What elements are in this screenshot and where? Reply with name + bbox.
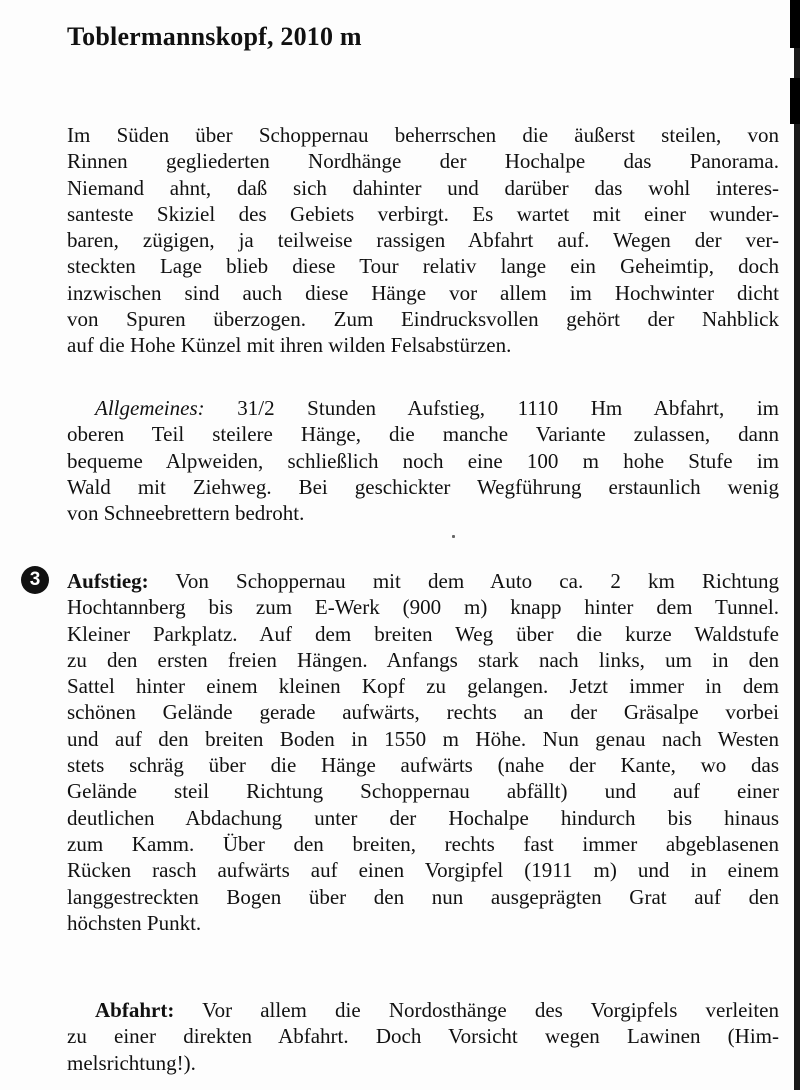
abfahrt-first-line [67,997,779,1023]
page-edge-mark-middle [790,78,800,124]
aufstieg-paragraph [67,568,779,936]
aufstieg-line: zu den ersten freien Hängen. Anfangs stark nach links, um in den [67,647,779,672]
abfahrt-label: Abfahrt: [95,998,175,1022]
aufstieg-line: langgestreckten Bogen über den nun ausgeprägten Grat auf den [67,884,779,909]
aufstieg-first-line [67,568,779,594]
allgemeines-paragraph [67,395,779,526]
intro-line: von Spuren überzogen. Zum Eindrucksvollen gehört der Nahblick [67,307,779,332]
allgemeines-label: Allgemeines: [95,396,205,420]
intro-line: Im Süden über Schoppernau beherrschen die äußerst steilen, von [67,123,779,147]
route-number-badge: 3 [21,566,49,594]
aufstieg-line: Hochtannberg bis zum E-Werk (900 m) knapp hinter dem Tunnel. [67,595,779,620]
intro-paragraph [67,122,779,359]
aufstieg-line: zum Kamm. Über den breiten, rechts fast immer abgeblasenen [67,831,779,856]
allgemeines-line: oberen Teil steilere Hänge, die manche Variante zulassen, dann [67,422,779,447]
allgemeines-first-line [67,395,779,421]
abfahrt-first-line-text: Vor allem die Nordosthänge des Vorgipfels verleiten [174,998,779,1022]
aufstieg-line: Sattel hinter einem kleinen Kopf zu gelangen. Jetzt immer in dem [67,674,779,699]
abfahrt-paragraph [67,997,779,1076]
tour-title: Toblermannskopf, 2010 m [67,22,362,51]
intro-line: santeste Skiziel des Gebiets verbirgt. Es wartet mit einer wunder- [67,201,779,226]
aufstieg-line: und auf den breiten Boden in 1550 m Höhe. Nun genau nach Westen [67,726,779,751]
intro-line: baren, zügigen, ja teilweise rassigen Abfahrt auf. Wegen der ver- [67,228,779,253]
aufstieg-line: stets schräg über die Hänge aufwärts (nahe der Kante, wo das [67,753,779,778]
page-edge-shadow [794,0,800,1090]
aufstieg-label: Aufstieg: [67,569,149,593]
abfahrt-line: zu einer direkten Abfahrt. Doch Vorsicht wegen Lawinen (Him- [67,1024,779,1049]
page-edge-mark-top [790,0,800,48]
intro-line: Rinnen gegliederten Nordhänge der Hochalpe das Panorama. [67,149,779,174]
intro-line: steckten Lage blieb diese Tour relativ lange ein Geheimtip, doch [67,254,779,279]
aufstieg-first-line-text: Von Schoppernau mit dem Auto ca. 2 km Richtung [148,569,779,593]
allgemeines-line: bequeme Alpweiden, schließlich noch eine 100 m hohe Stufe im [67,448,779,473]
intro-line: auf die Hohe Künzel mit ihren wilden Felsabstürzen. [67,333,512,358]
intro-line: inzwischen sind auch diese Hänge vor allem im Hochwinter dicht [67,280,779,305]
intro-line: Niemand ahnt, daß sich dahinter und darüber das wohl interes- [67,175,779,200]
aufstieg-line: Rücken rasch aufwärts auf einen Vorgipfel (1911 m) und in einem [67,858,779,883]
aufstieg-line: deutlichen Abdachung unter der Hochalpe hindurch bis hinaus [67,805,779,830]
aufstieg-line: Kleiner Parkplatz. Auf dem breiten Weg über die kurze Waldstufe [67,621,779,646]
aufstieg-line: Gelände steil Richtung Schoppernau abfällt) und auf einer [67,779,779,804]
allgemeines-line: Wald mit Ziehweg. Bei geschickter Wegführung erstaunlich wenig [67,474,779,499]
abfahrt-line: melsrichtung!). [67,1050,196,1075]
allgemeines-line: von Schneebrettern bedroht. [67,501,305,526]
scan-speck [452,535,455,538]
aufstieg-line: schönen Gelände gerade aufwärts, rechts an der Gräsalpe vorbei [67,700,779,725]
allgemeines-first-line-text: 31/2 Stunden Aufstieg, 1110 Hm Abfahrt, im [204,396,779,420]
aufstieg-line: höchsten Punkt. [67,910,202,935]
